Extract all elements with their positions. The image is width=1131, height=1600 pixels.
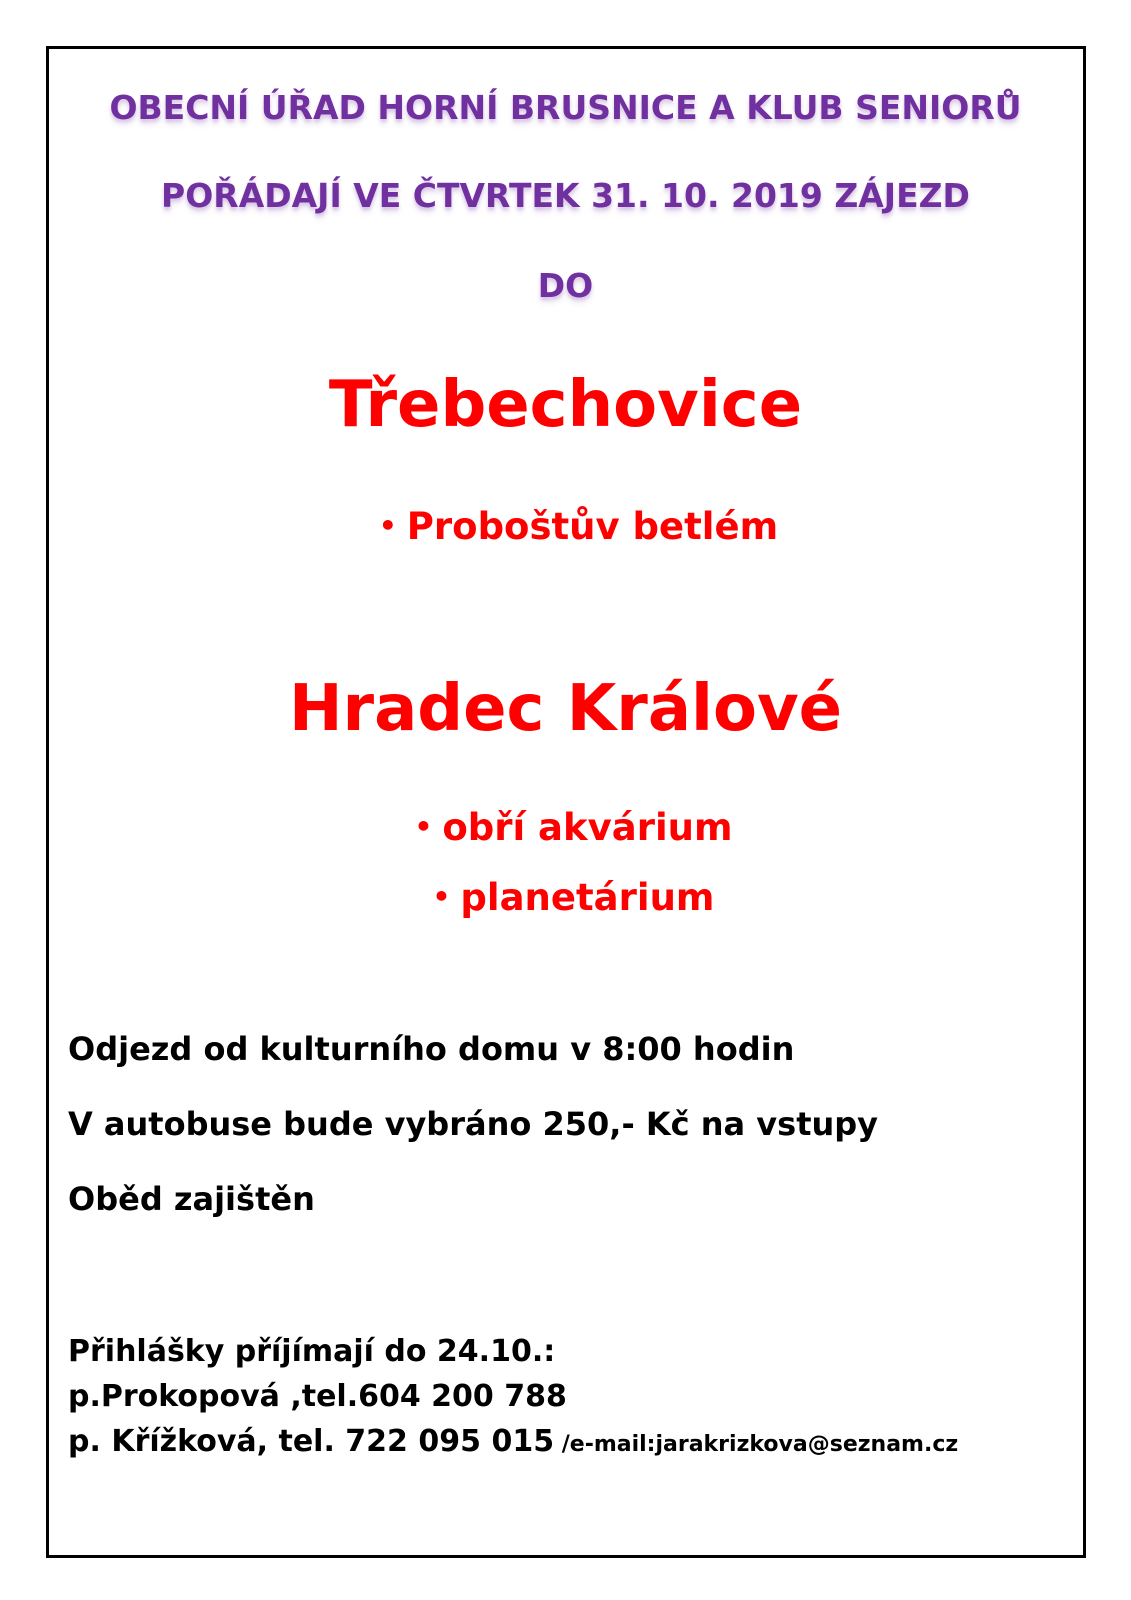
destination-city-trebechovice: Třebechovice: [328, 368, 803, 442]
bullet-icon: •: [432, 880, 451, 913]
header-do: DO: [537, 266, 594, 305]
attraction-item: [0, 505, 1131, 548]
departure-info: Odjezd od kulturního domu v 8:00 hodin: [68, 1030, 795, 1068]
registration-heading: Přihlášky příjímají do 24.10.:: [68, 1334, 556, 1369]
header-organizers: OBECNÍ ÚŘAD HORNÍ BRUSNICE A KLUB SENIORŮ: [109, 88, 1022, 127]
attraction-label: Proboštův betlém: [406, 505, 779, 548]
destination-city-hradec-kralove: Hradec Králové: [288, 672, 843, 746]
payment-info: V autobuse bude vybráno 250,- Kč na vstupy: [68, 1105, 879, 1143]
attraction-label: planetárium: [460, 876, 715, 919]
attraction-item: [0, 806, 1131, 849]
header-date: POŘÁDAJÍ VE ČTVRTEK 31. 10. 2019 ZÁJEZD: [161, 176, 970, 215]
contact-krizkova-phone: p. Křížková, tel. 722 095 015: [68, 1424, 555, 1459]
bullet-icon: •: [378, 509, 397, 542]
lunch-info: Oběd zajištěn: [68, 1180, 315, 1218]
contact-krizkova: [68, 1424, 958, 1459]
contact-prokopova: p.Prokopová ,tel.604 200 788: [68, 1379, 567, 1414]
attraction-item: [0, 876, 1131, 919]
attraction-label: obří akvárium: [442, 806, 733, 849]
contact-email[interactable]: /e-mail:jarakrizkova@seznam.cz: [554, 1432, 959, 1457]
bullet-icon: •: [414, 810, 433, 843]
